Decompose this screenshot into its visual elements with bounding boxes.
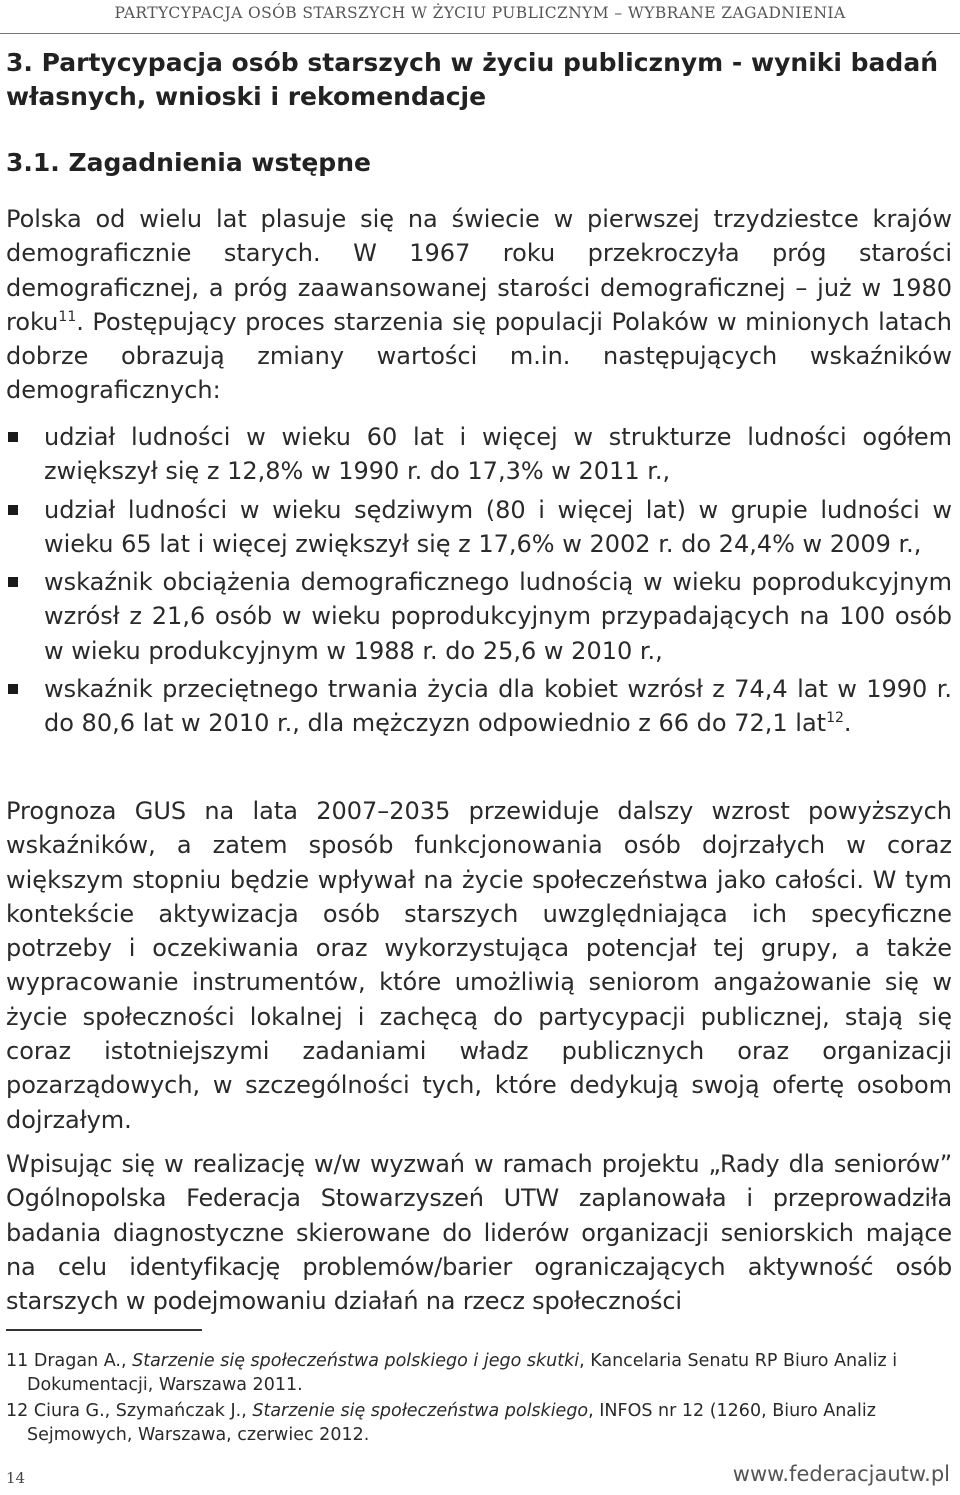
footnote-number: 12 [6,1401,29,1421]
list-item-text: wskaźnik obciążenia demograficznego ludnością w wieku poprodukcyjnym wzrósł z 21,6 osób w wieku poprodukcyjnym przypadających na 100 osób w wieku produkcyjnym w 1988 r. do 25,6 w 2010 r., [44,568,952,665]
section-heading: 3.1. Zagadnienia wstępne [6,148,371,177]
footnote-author: Ciura G., Szymańczak J., [33,1401,253,1421]
project-paragraph: Wpisując się w realizację w/w wyzwań w ramach projektu „Rady dla seniorów” Ogólnopolska Federacja Stowarzyszeń UTW zaplanowała i przeprowadziła badania diagnostyczne skierowane do liderów organizacji seniorskich mające na celu identyfikację problemów/barier ograniczających aktywność osób starszych w podejmowaniu działań na rzecz społeczności [6,1150,952,1316]
forecast-paragraph: Prognoza GUS na lata 2007–2035 przewiduje dalszy wzrost powyższych wskaźników, a zatem sposób funkcjonowania osób dojrzałych w coraz większym stopniu będzie wpływał na życie społeczeństwa jako całości. W tym kontekście aktywizacja osób starszych uwzględniająca ich specyficzne potrzeby i oczekiwania oraz wykorzystująca potencjał tej grupy, a także wypracowanie instrumentów, które umożliwią seniorom angażowanie się w życie społeczności lokalnej i zachęcą do partycypacji publicznej, stają się coraz istotniejszymi zadaniami władz publicznych oraz organizacji pozarządowych, w szczególności tych, które dedykują swoją ofertę osobom dojrzałym. [6,797,952,1134]
list-item-text: wskaźnik przeciętnego trwania życia dla kobiet wzrósł z 74,4 lat w 1990 r. do 80,6 lat w 2010 r., dla mężczyzn odpowiednio z 66 do 72,1 lat [44,675,952,738]
footnote-rest: , INFOS nr 12 (1260, Biuro Analiz Sejmowych, Warszawa, czerwiec 2012. [27,1401,876,1445]
indicator-list [6,420,952,745]
page-number: 14 [6,1469,26,1487]
footnote-rest: , Kancelaria Senatu RP Biuro Analiz i Dokumentacji, Warszawa 2011. [27,1351,898,1395]
footnote-divider [6,1329,202,1331]
footnote-title: Starzenie się społeczeństwa polskiego i jego skutki [132,1351,580,1371]
list-item [6,672,952,741]
intro-paragraph [6,202,952,408]
footnote-title: Starzenie się społeczeństwa polskiego [252,1401,589,1421]
bullet-square-icon [8,684,18,694]
list-item [6,420,952,489]
footnote-author: Dragan A., [33,1351,133,1371]
running-header: PARTYCYPACJA OSÓB STARSZYCH W ŻYCIU PUBLICZNYM – WYBRANE ZAGADNIENIA [114,4,846,22]
footnotes [6,1349,952,1449]
chapter-heading: 3. Partycypacja osób starszych w życiu publicznym - wyniki badań własnych, wnioski i rekomendacje [6,48,938,111]
list-item-tail: . [843,709,852,738]
list-item-text: udział ludności w wieku 60 lat i więcej w strukturze ludności ogółem zwiększył się z 12,8% w 1990 r. do 17,3% w 2011 r., [44,423,952,486]
website-link[interactable]: www.federacjautw.pl [732,1462,950,1486]
intro-text-b: . Postępujący proces starzenia się populacji Polaków w minionych latach dobrze obrazują zmiany wartości m.in. następujących wskaźników demograficznych: [6,307,952,405]
list-item-text: udział ludności w wieku sędziwym (80 i więcej lat) w grupie ludności w wieku 65 lat i więcej zwiększył się z 17,6% w 2002 r. do 24,4% w 2009 r., [44,495,952,558]
footnote-ref-12[interactable]: 12 [826,710,844,727]
intro-text-a: Polska od wielu lat plasuje się na świecie w pierwszej trzydziestce krajów demograficznie starych. W 1967 roku przekroczyła próg starości demograficznej, a próg zaawansowanej starości demograficznej – już w 1980 roku [6,205,952,336]
list-item [6,565,952,668]
header-divider [0,33,960,34]
footnote-number: 11 [6,1351,29,1371]
list-item [6,493,952,562]
footnote-ref-11[interactable]: 11 [58,308,77,325]
bullet-square-icon [8,577,18,587]
footnote-11 [6,1349,952,1397]
bullet-square-icon [8,432,18,442]
footnote-12 [6,1399,952,1447]
bullet-square-icon [8,505,18,515]
